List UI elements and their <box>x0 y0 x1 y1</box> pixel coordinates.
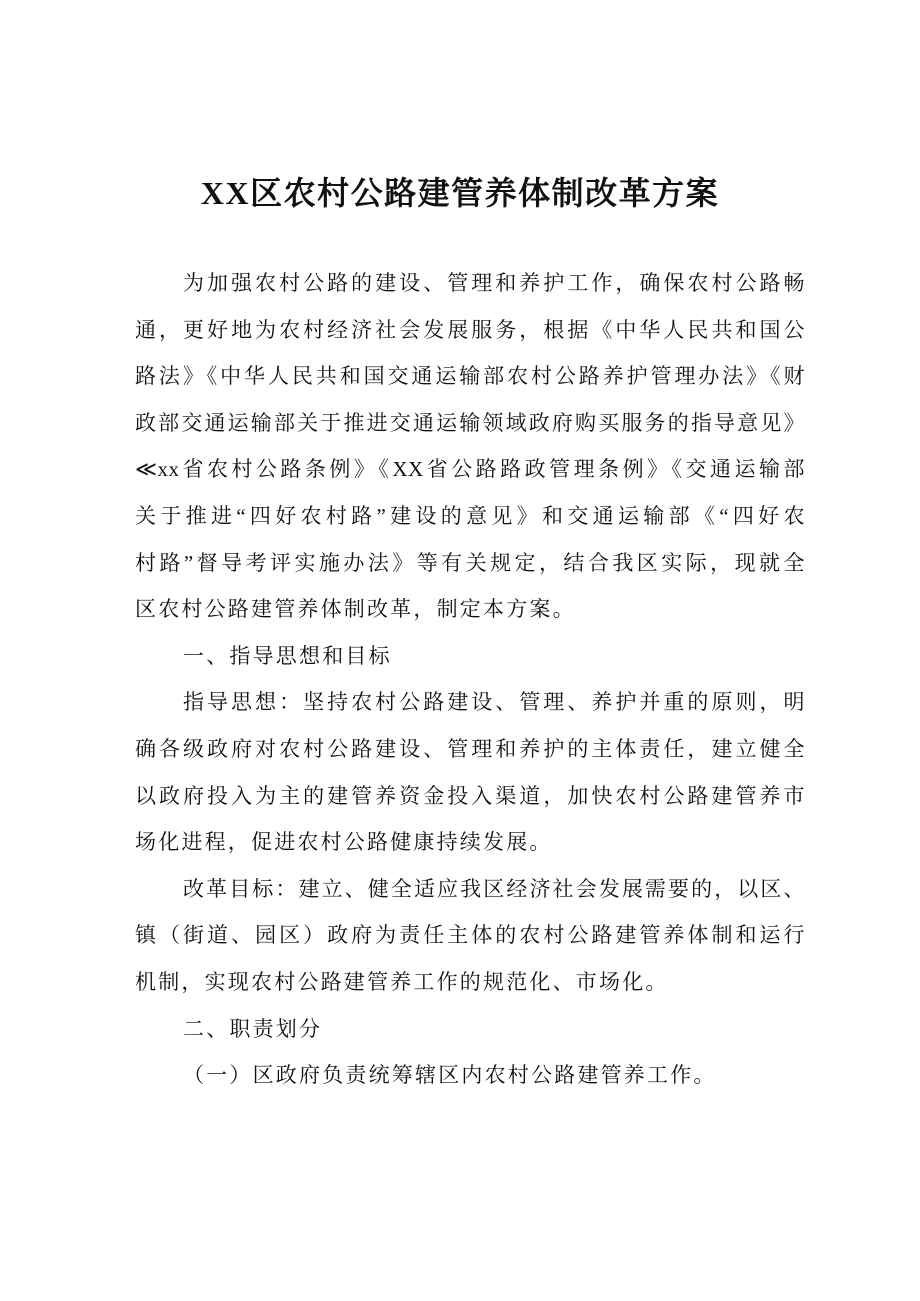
reform-goal-paragraph <box>135 866 805 1006</box>
document-body <box>135 260 805 1099</box>
guiding-thought-line: 以政府投入为主的建管养资金投入渠道，加快农村公路建管养市 <box>135 783 805 808</box>
reform-goal-line: 机制，实现农村公路建管养工作的规范化、市场化。 <box>135 969 669 994</box>
guiding-thought-paragraph <box>135 679 805 865</box>
guiding-thought-line: 场化进程，促进农村公路健康持续发展。 <box>135 830 553 855</box>
reform-goal-line: 改革目标：建立、健全适应我区经济社会发展需要的，以区、 <box>183 876 805 901</box>
intro-paragraph <box>135 260 805 633</box>
section-heading-2: 二、职责划分 <box>183 1016 323 1041</box>
guiding-thought-line: 指导思想：坚持农村公路建设、管理、养护并重的原则，明 <box>183 690 805 715</box>
section-heading-1: 一、指导思想和目标 <box>183 643 392 668</box>
intro-line: ≪xx省农村公路条例》《XX省公路路政管理条例》《交通运输部 <box>135 457 805 482</box>
intro-line: 通，更好地为农村经济社会发展服务，根据《中华人民共和国公 <box>135 317 805 342</box>
intro-line: 关于推进“四好农村路”建设的意见》和交通运输部《“四好农 <box>135 503 805 528</box>
intro-line: 路法》《中华人民共和国交通运输部农村公路养护管理办法》《财 <box>135 364 805 389</box>
guiding-thought-line: 确各级政府对农村公路建设、管理和养护的主体责任，建立健全 <box>135 736 805 761</box>
intro-line: 为加强农村公路的建设、管理和养护工作，确保农村公路畅 <box>183 271 805 295</box>
intro-line: 区农村公路建管养体制改革，制定本方案。 <box>135 597 576 622</box>
intro-line: 政部交通运输部关于推进交通运输领域政府购买服务的指导意见》 <box>135 410 805 435</box>
responsibility-item-1: （一）区政府负责统筹辖区内农村公路建管养工作。 <box>183 1063 717 1088</box>
document-title: XX区农村公路建管养体制改革方案 <box>200 175 720 211</box>
intro-line: 村路”督导考评实施办法》等有关规定，结合我区实际，现就全 <box>135 550 805 575</box>
reform-goal-line: 镇（街道、园区）政府为责任主体的农村公路建管养体制和运行 <box>135 923 805 948</box>
